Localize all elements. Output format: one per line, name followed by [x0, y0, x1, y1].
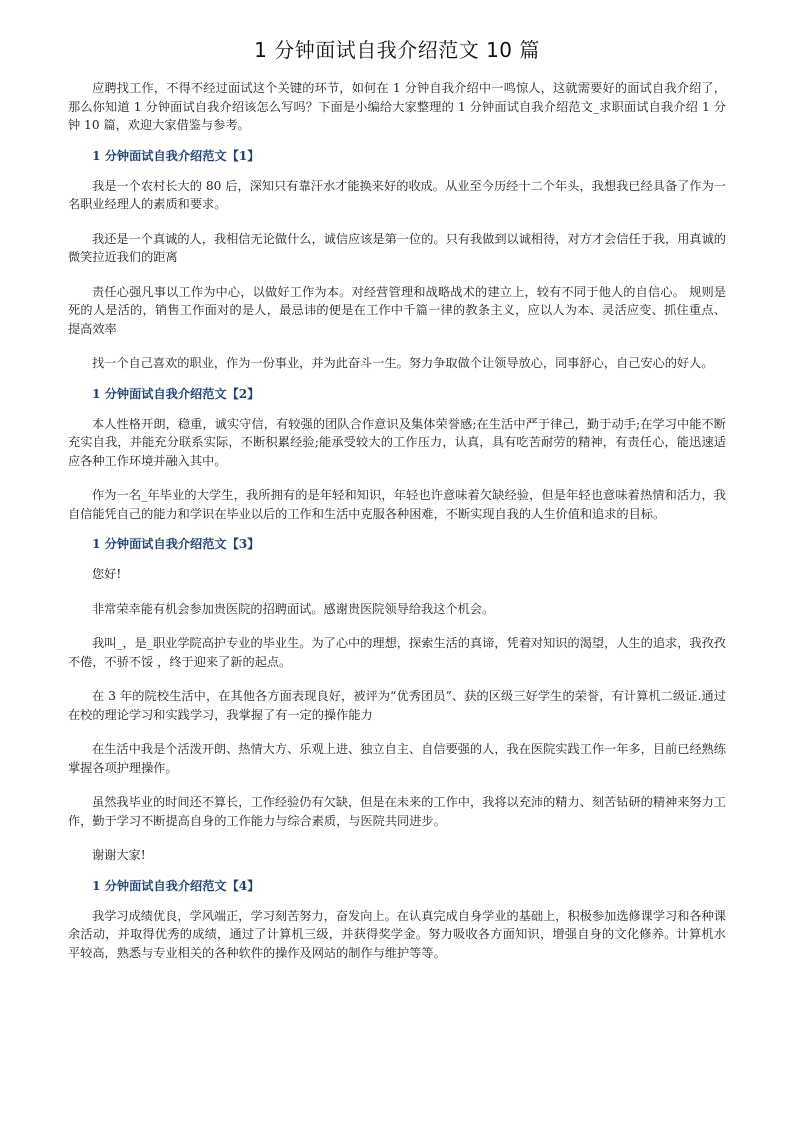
section-3-paragraph: 谢谢大家! [92, 848, 146, 862]
section-3-paragraph: 非常荣幸能有机会参加贵医院的招聘面试。感谢贵医院领导给我这个机会。 [92, 601, 495, 616]
section-2-paragraph: 本人性格开朗，稳重，诚实守信，有较强的团队合作意识及集体荣誉感;在生活中严于律己，勤于动手;在学习中能不断充实自我，并能充分联系实际，不断积累经验;能承受较大的工作压力，认真，具有吃苦耐劳的精神，有责任心，能迅速适应各种工作环境并融入其中。 [68, 416, 726, 468]
section-heading-4: 1 分钟面试自我介绍范文【4】 [92, 878, 260, 893]
section-3-paragraph: 您好! [92, 567, 122, 581]
section-1-paragraph: 找一个自己喜欢的职业，作为一份事业，并为此奋斗一生。努力争取做个让领导放心，同事舒心，自己安心的好人。 [92, 356, 714, 370]
document-page [68, 0, 726, 962]
section-3-paragraph: 虽然我毕业的时间还不算长，工作经验仍有欠缺，但是在未来的工作中，我将以充沛的精力、刻苦钻研的精神来努力工作，勤于学习不断提高自身的工作能力与综合素质，与医院共同进步。 [68, 795, 726, 828]
section-heading-2: 1 分钟面试自我介绍范文【2】 [92, 386, 260, 401]
section-3-paragraph: 在生活中我是个活泼开朗、热情大方、乐观上进、独立自主、自信要强的人，我在医院实践工作一年多，目前已经熟练掌握各项护理操作。 [68, 742, 726, 775]
section-1-paragraph: 责任心强凡事以工作为中心，以做好工作为本。对经营管理和战略战术的建立上，较有不同于他人的自信心。 规则是死的人是活的，销售工作面对的是人，最忌讳的便是在工作中千篇一律的教条主义，应以人为本、灵活应变、抓住重点、提高效率 [68, 284, 726, 336]
section-3-paragraph: 我叫_，是_职业学院高护专业的毕业生。为了心中的理想，探索生活的真谛，凭着对知识的渴望，人生的追求，我孜孜不倦，不骄不馁 ，终于迎来了新的起点。 [68, 636, 726, 669]
section-2-paragraph: 作为一名_年毕业的大学生，我所拥有的是年轻和知识，年轻也许意味着欠缺经验，但是年轻也意味着热情和活力，我自信能凭自己的能力和学识在毕业以后的工作和生活中克服各种困难，不断实现自我的人生价值和追求的目标。 [68, 488, 726, 521]
section-heading-1: 1 分钟面试自我介绍范文【1】 [92, 148, 260, 163]
section-1-paragraph: 我还是一个真诚的人，我相信无论做什么，诚信应该是第一位的。只有我做到以诚相待，对方才会信任于我，用真诚的微笑拉近我们的距离 [68, 231, 726, 264]
page-title: 1 分钟面试自我介绍范文 10 篇 [254, 38, 540, 62]
section-1-paragraph: 我是一个农村长大的 80 后，深知只有靠汗水才能换来好的收成。从业至今历经十二个年头，我想我已经具备了作为一名职业经理人的素质和要求。 [68, 178, 726, 211]
intro-paragraph: 应聘找工作，不得不经过面试这个关键的环节，如何在 1 分钟自我介绍中一鸣惊人，这就需要好的面试自我介绍了，那么你知道 1 分钟面试自我介绍该怎么写吗？下面是小编给大家整理的 1 分钟面试自我介绍范文_求职面试自我介绍 1 分钟 10 篇，欢迎大家借鉴与参考。 [68, 81, 726, 132]
section-3-paragraph: 在 3 年的院校生活中，在其他各方面表现良好，被评为“优秀团员”、获的区级三好学生的荣誉，有计算机二级证.通过在校的理论学习和实践学习，我掌握了有一定的操作能力 [68, 689, 726, 722]
section-4-paragraph: 我学习成绩优良，学风端正，学习刻苦努力，奋发向上。在认真完成自身学业的基础上，积极参加选修课学习和各种课余活动，并取得优秀的成绩，通过了计算机三级，并获得奖学金。努力吸收各方面知识，增强自身的文化修养。计算机水平较高，熟悉与专业相关的各种软件的操作及网站的制作与维护等等。 [68, 908, 726, 960]
section-heading-3: 1 分钟面试自我介绍范文【3】 [92, 537, 260, 551]
